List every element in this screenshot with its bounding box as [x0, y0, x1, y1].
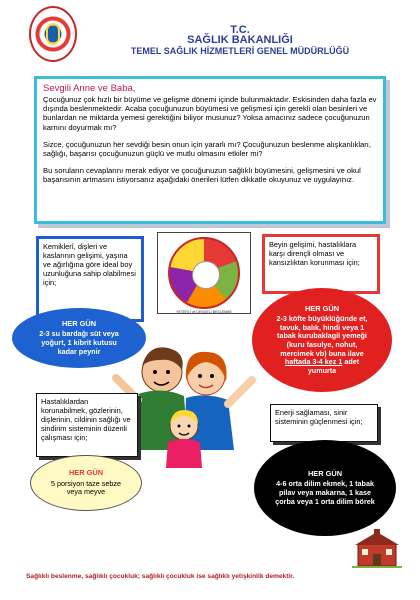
protein-box	[262, 234, 380, 294]
calcium-amount: 2-3 su bardağı süt veya yoğurt, 1 kibrit kutusu kadar peynir	[39, 329, 119, 356]
footer-slogan: Sağlıklı beslenme, sağlıklı çocukluk; sağlıklı çocukluk ise sağlıklı yetişkinlik demektir.	[26, 573, 295, 580]
vitamin-ellipse	[30, 455, 142, 511]
energy-amount: 4-6 orta dilim ekmek, 1 tabak pilav veya makarna, 1 kase çorba veya 1 orta dilim börek	[275, 479, 375, 506]
protein-her-gun: HER GÜN	[304, 303, 340, 313]
intro-paragraph-3: Bu soruların cevaplarını merak ediyor ve çocuğunuzun sağlıklı büyümesini, gelişmesini ve okul başarısının artmasını istiyorsanız aşağıdaki önerileri lütfen dikkatle okuyunuz ve uygulayınız.	[43, 166, 361, 185]
food-groups-icon	[157, 232, 251, 314]
vitamin-amount: 5 porsiyon taze sebze veya meyve	[51, 478, 121, 497]
header-tc: T.C.	[230, 24, 250, 36]
energy-ellipse	[254, 440, 396, 536]
calcium-her-gun: HER GÜN	[61, 318, 97, 328]
header-department: TEMEL SAĞLIK HİZMETLERİ GENEL MÜDÜRLÜĞÜ	[130, 46, 350, 56]
vitamin-box	[36, 393, 138, 457]
protein-amount-2: adet yumurta	[307, 357, 360, 375]
vitamin-her-gun: HER GÜN	[68, 468, 104, 478]
intro-box	[34, 76, 386, 224]
intro-paragraph-1: Çocuğunuz çok hızlı bir büyüme ve gelişme dönemi içinde bulunmaktadır. Eskisinden daha fazla ev dışında beslenmektedir. Acaba çocuğunuzun büyümesi ve gelişmesi için gerekli olan besinleri ve bunlardan ne miktarda yemesi gerektiğini biliyor musunuz? Yoksa amacınız sadece çocuğunuzun karnını doyurmak mı?	[43, 95, 377, 132]
protein-amount-1: 2-3 köfte büyüklüğünde et, tavuk, balık, hindi veya 1 tabak kurubaklagil yemeği (kuru fasulye, nohut, mercimek vb) buna ilave	[276, 314, 368, 358]
protein-amount-highlight: haftada 3-4 kez 1	[284, 357, 343, 367]
energy-box	[270, 404, 378, 442]
food-circle-caption: YETERLİ ve DENGELİ BESLENME	[176, 310, 232, 314]
school-building-icon	[352, 528, 402, 568]
energy-text: Enerji sağlaması, sinir sisteminin güçlenmesi için;	[275, 408, 363, 426]
ministry-seal-icon	[29, 6, 77, 62]
intro-greeting: Sevgili Anne ve Baba,	[43, 83, 136, 94]
calcium-text: Kemiklerî, dişleri ve kaslarının gelişimi, yaşına ve ağırlığına göre ideal boy uzunluğuna sahip olabilmesi için;	[43, 242, 136, 287]
energy-her-gun: HER GÜN	[307, 468, 343, 478]
header-ministry: SAĞLIK BAKANLIĞI	[187, 34, 293, 46]
intro-paragraph-2: Sizce, çocuğunuzun her sevdiği besin onun için yararlı mı? Çocuğunuzun beslenme alışkanlıkları, sağlığı, başarısı çocuğunuzun güçlü ve mutlu olmasını etkiler mi?	[43, 139, 371, 159]
protein-text: Beyin gelişimi, hastalıklara karşı dirençli olması ve kansızlıktan korunması için;	[269, 240, 360, 267]
protein-ellipse	[252, 288, 392, 392]
vitamin-text: Hastalıklardan korunabilmek, gözlerinin, dişlerinin, cildinin sağlığı ve sindirim sisteminin düzenli çalışması için;	[41, 397, 131, 442]
